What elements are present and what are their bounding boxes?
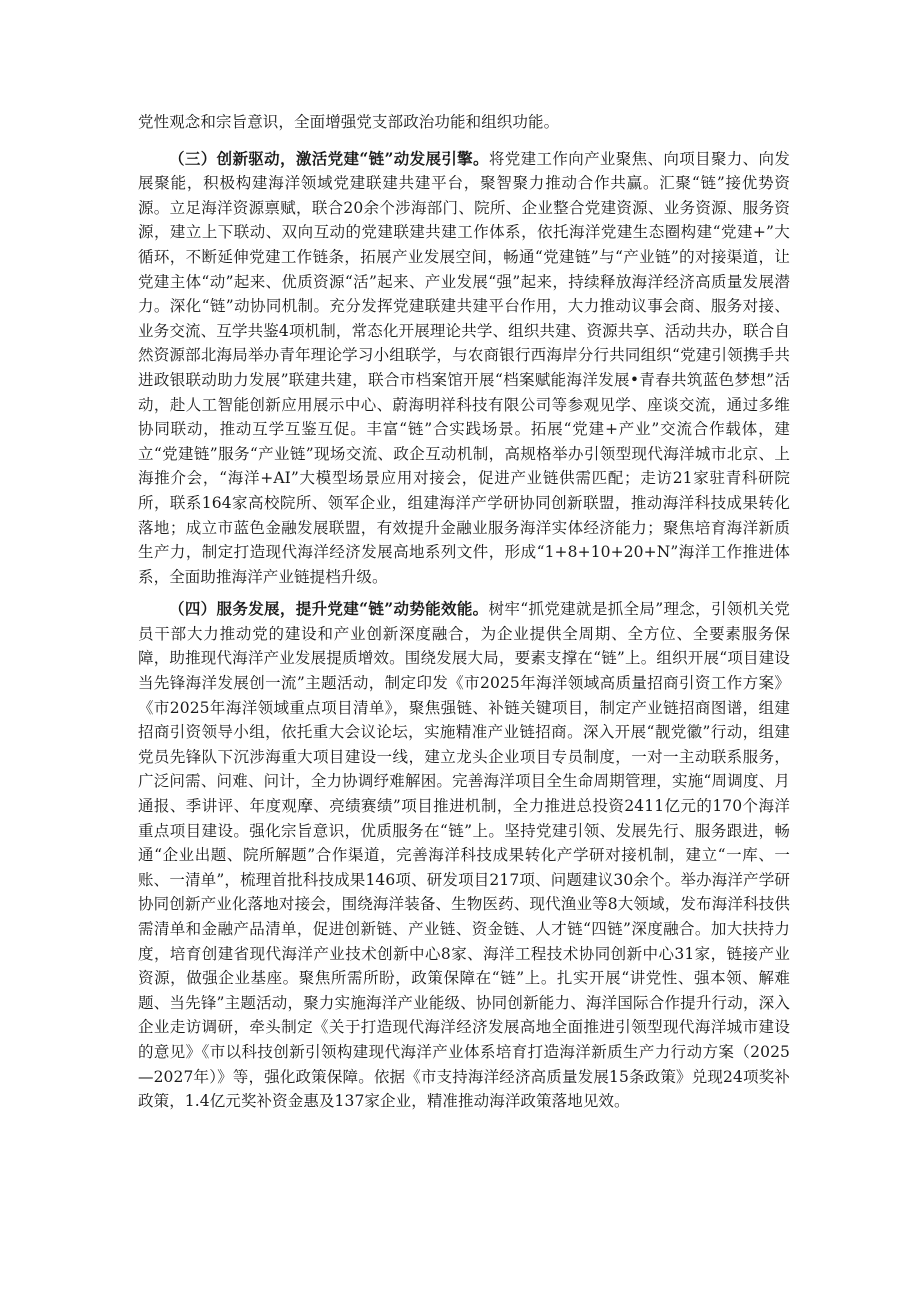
section-four-heading: （四）服务发展，提升党建“链”动势能效能。: [169, 599, 489, 619]
section-three-paragraph: [138, 147, 790, 590]
section-four-body: 树牢“抓党建就是抓全局”理念，引领机关党员干部大力推动党的建设和产业创新深度融合，为企业提供全周期、全方位、全要素服务保障，助推现代海洋产业发展提质增效。围绕发展大局，要素支撑在“链”上。组织开展“项目建设当先锋海洋发展创一流”主题活动，制定印发《市2025年海洋领域高质量招商引资工作方案》《市2025年海洋领域重点项目清单》，聚焦强链、补链关键项目，制定产业链招商图谱，组建招商引资领导小组，依托重大会议论坛，实施精准产业链招商。深入开展“靓党徽”行动，组建党员先锋队下沉涉海重大项目建设一线，建立龙头企业项目专员制度，一对一主动联系服务，广泛问需、问难、问计，全力协调纾难解困。完善海洋项目全生命周期管理，实施“周调度、月通报、季讲评、年度观摩、亮绩赛绩”项目推进机制，全力推进总投资2411亿元的170个海洋重点项目建设。强化宗旨意识，优质服务在“链”上。坚持党建引领、发展先行、服务跟进，畅通“企业出题、院所解题”合作渠道，完善海洋科技成果转化产学研对接机制，建立“一库、一账、一清单”，梳理首批科技成果146项、研发项目217项、问题建议30余个。举办海洋产学研协同创新产业化落地对接会，围绕海洋装备、生物医药、现代渔业等8大领域，发布海洋科技供需清单和金融产品清单，促进创新链、产业链、资金链、人才链“四链”深度融合。加大扶持力度，培育创建省现代海洋产业技术创新中心8家、海洋工程技术协同创新中心31家，链接产业资源，做强企业基座。聚焦所需所盼，政策保障在“链”上。扎实开展“讲党性、强本领、解难题、当先锋”主题活动，聚力实施海洋产业能级、协同创新能力、海洋国际合作提升行动，深入企业走访调研，牵头制定《关于打造现代海洋经济发展高地全面推进引领型现代海洋城市建设的意见》《市以科技创新引领构建现代海洋产业体系培育打造海洋新质生产力行动方案（2025—2027年）》等，强化政策保障。依据《市支持海洋经济高质量发展15条政策》兑现24项奖补政策，1.4亿元奖补资金惠及137家企业，精准推动海洋政策落地见效。: [138, 600, 790, 1111]
section-three-body: 将党建工作向产业聚焦、向项目聚力、向发展聚能，积极构建海洋领域党建联建共建平台，聚智聚力推动合作共赢。汇聚“链”接优势资源。立足海洋资源禀赋，联合20余个涉海部门、院所、企业整合党建资源、业务资源、服务资源，建立上下联动、双向互动的党建联建共建工作体系，依托海洋党建生态圈构建“党建+”大循环，不断延伸党建工作链条，拓展产业发展空间，畅通“党建链”与“产业链”的对接渠道，让党建主体“动”起来、优质资源“活”起来、产业发展“强”起来，持续释放海洋经济高质量发展潜力。深化“链”动协同机制。充分发挥党建联建共建平台作用，大力推动议事会商、服务对接、业务交流、互学共鉴4项机制，常态化开展理论共学、组织共建、资源共享、活动共办，联合自然资源部北海局举办青年理论学习小组联学，与农商银行西海岸分行共同组织“党建引领携手共进政银联动助力发展”联建共建，联合市档案馆开展“档案赋能海洋发展•青春共筑蓝色梦想”活动，赴人工智能创新应用展示中心、蔚海明祥科技有限公司等参观见学、座谈交流，通过多维协同联动，推动互学互鉴互促。丰富“链”合实践场景。拓展“党建+产业”交流合作载体，建立“党建链”服务“产业链”现场交流、政企互动机制，高规格举办引领型现代海洋城市北京、上海推介会，“海洋+AI”大模型场景应用对接会，促进产业链供需匹配；走访21家驻青科研院所，联系164家高校院所、领军企业，组建海洋产学研协同创新联盟，推动海洋科技成果转化落地；成立市蓝色金融发展联盟，有效提升金融业服务海洋实体经济能力；聚焦培育海洋新质生产力，制定打造现代海洋经济发展高地系列文件，形成“1+8+10+20+N”海洋工作推进体系，全面助推海洋产业链提档升级。: [138, 149, 790, 586]
document-page: [138, 110, 790, 1114]
section-four-paragraph: [138, 597, 790, 1113]
intro-text: 党性观念和宗旨意识，全面增强党支部政治功能和组织功能。: [138, 113, 560, 131]
section-three-heading: （三）创新驱动，激活党建“链”动发展引擎。: [169, 148, 489, 168]
intro-paragraph: [138, 110, 790, 135]
